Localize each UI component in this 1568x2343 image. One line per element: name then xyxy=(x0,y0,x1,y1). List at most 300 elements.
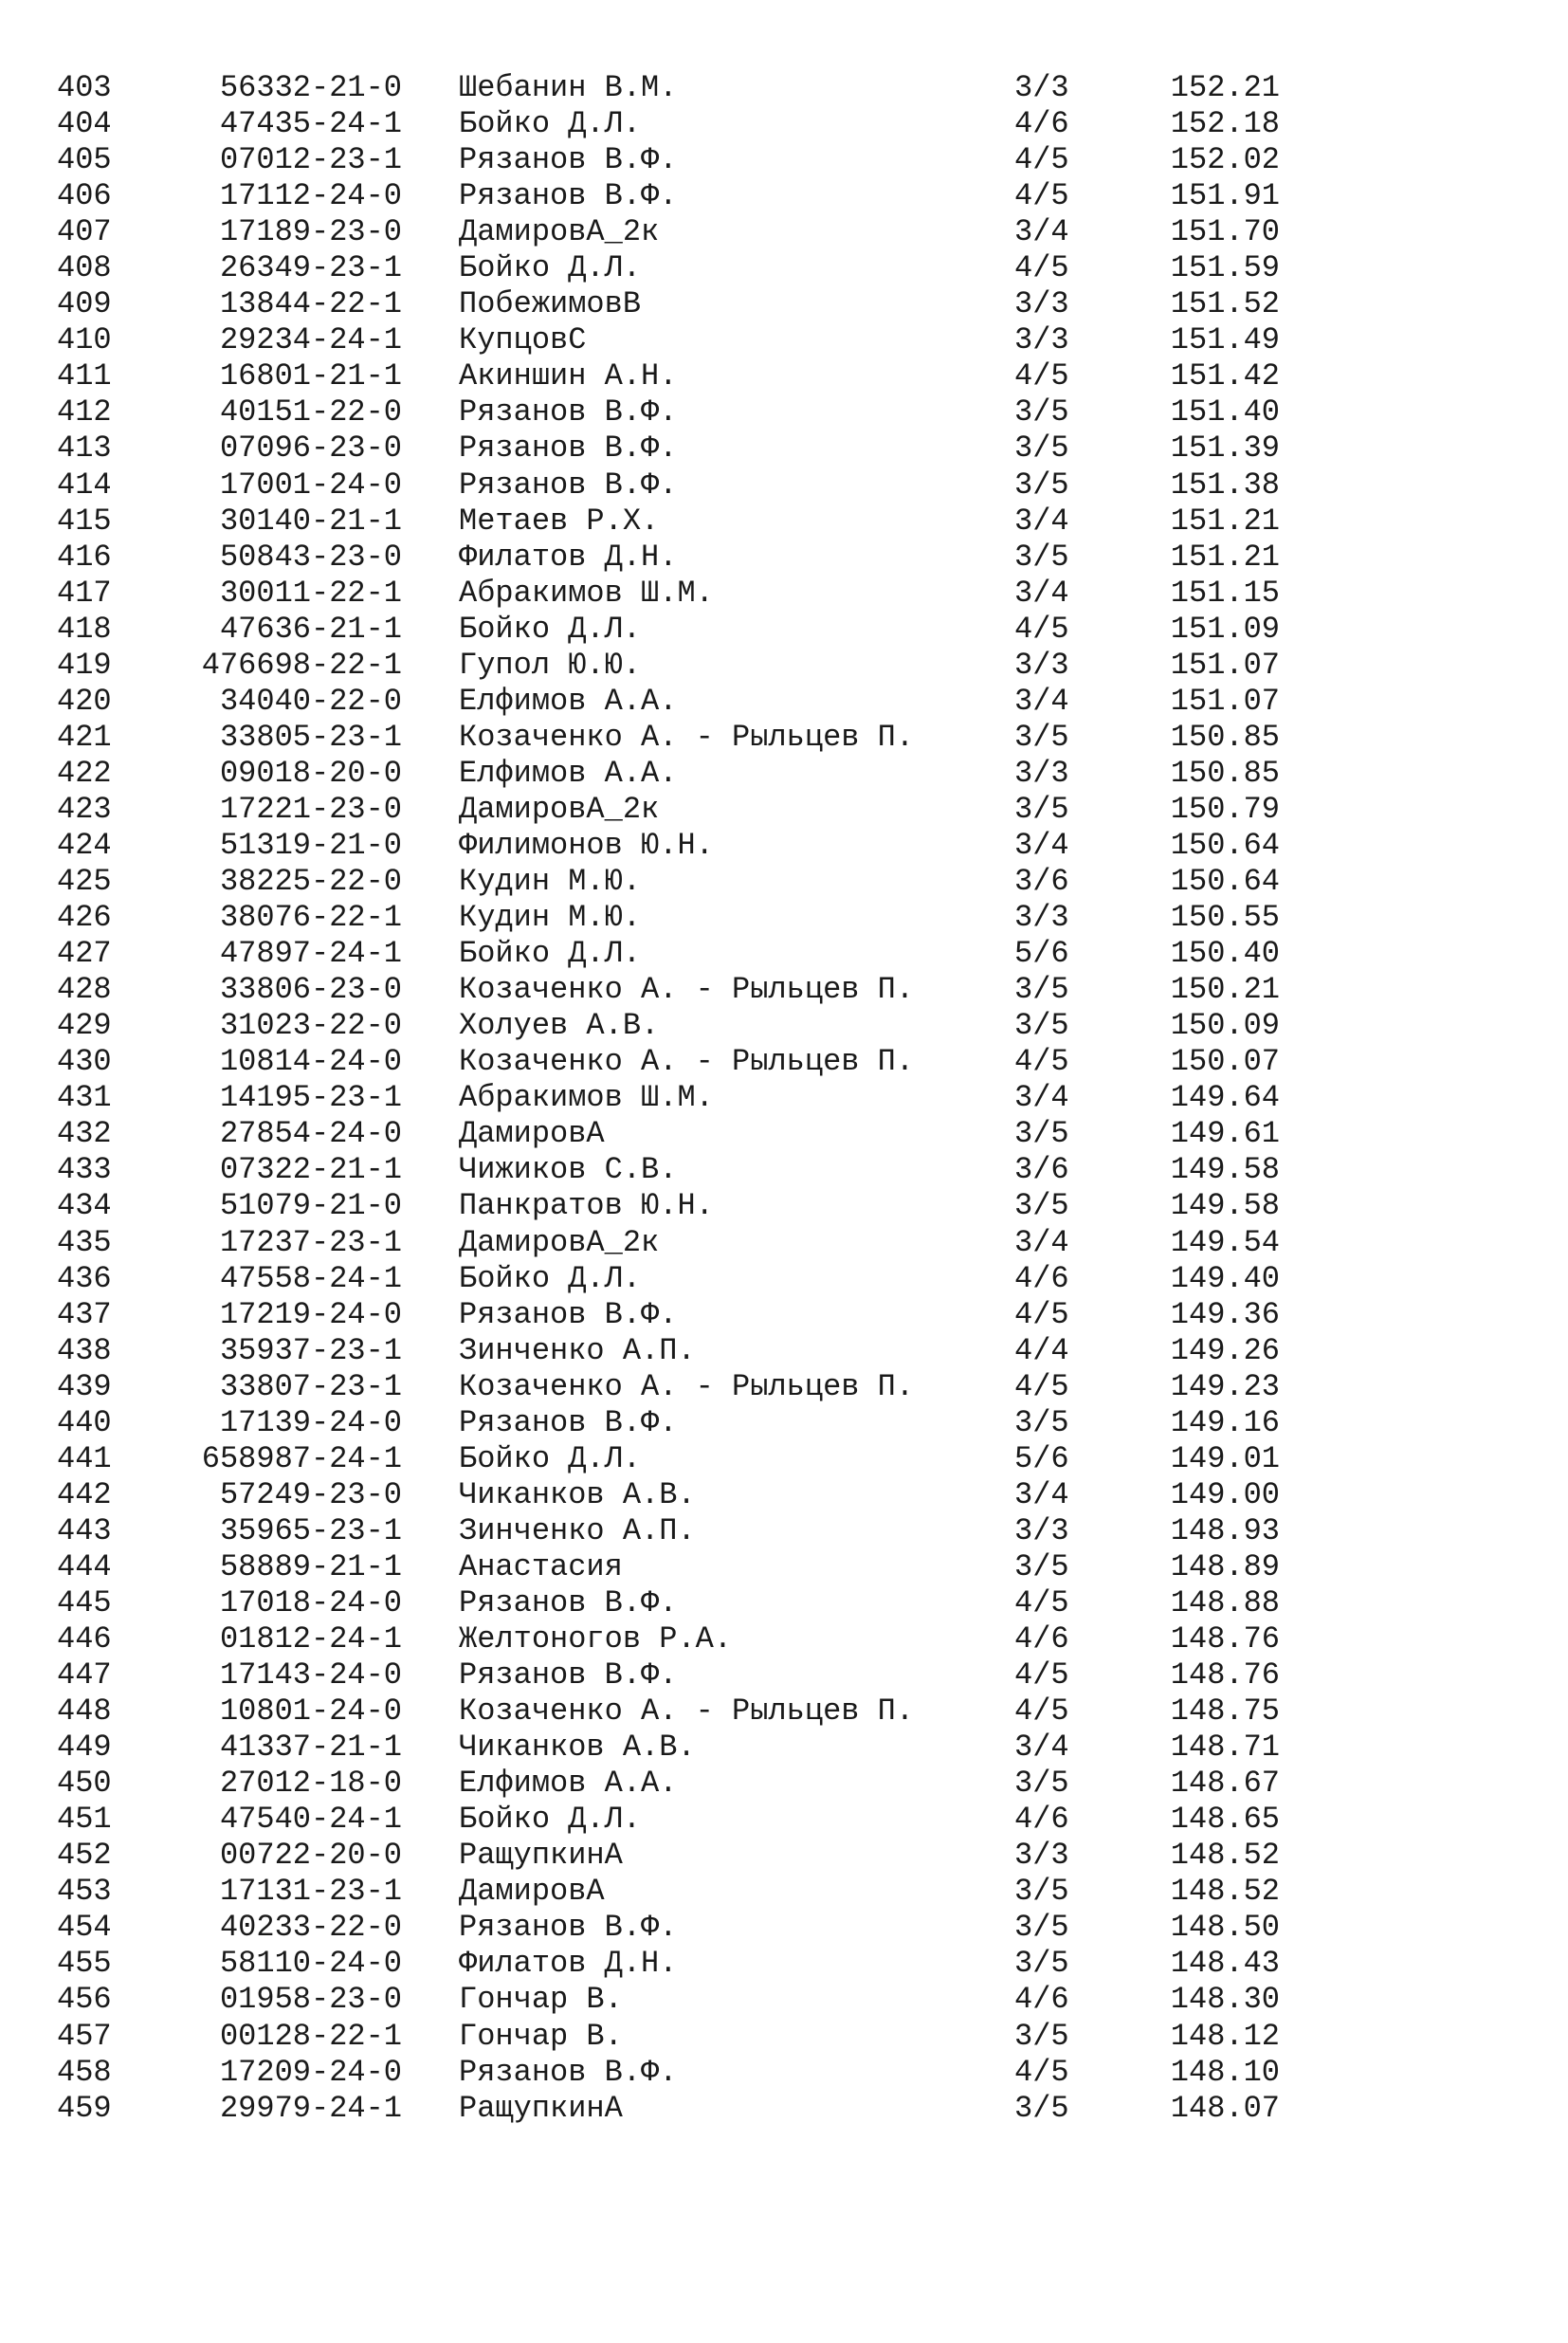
rank-cell: 450 xyxy=(57,1766,112,1802)
id-cell: 31023-22-0 xyxy=(219,1008,402,1044)
id-cell: 47636-21-1 xyxy=(219,611,402,647)
id-cell: 51319-21-0 xyxy=(219,827,402,863)
rank-cell: 424 xyxy=(57,827,112,863)
ratio-cell: 3/5 xyxy=(1014,1910,1069,1946)
id-cell: 17209-24-0 xyxy=(219,2054,402,2090)
ratio-cell: 3/5 xyxy=(1014,972,1069,1008)
score-cell: 151.07 xyxy=(1170,683,1280,719)
table-row xyxy=(0,1188,1568,1224)
score-cell: 150.85 xyxy=(1170,755,1280,791)
name-cell: Елфимов А.А. xyxy=(459,755,678,791)
score-cell: 149.54 xyxy=(1170,1224,1280,1260)
ratio-cell: 4/5 xyxy=(1014,1296,1069,1332)
table-row xyxy=(0,70,1568,106)
ratio-cell: 3/5 xyxy=(1014,2018,1069,2054)
ratio-cell: 4/5 xyxy=(1014,250,1069,286)
table-row xyxy=(0,1152,1568,1188)
id-cell: 50843-23-0 xyxy=(219,539,402,575)
ratio-cell: 3/3 xyxy=(1014,286,1069,322)
name-cell: Акиншин А.Н. xyxy=(459,358,678,394)
id-cell: 35937-23-1 xyxy=(219,1332,402,1368)
table-row xyxy=(0,106,1568,142)
score-cell: 151.39 xyxy=(1170,430,1280,467)
table-row xyxy=(0,2019,1568,2055)
id-cell: 17237-23-1 xyxy=(219,1224,402,1260)
rank-cell: 432 xyxy=(57,1116,112,1152)
rank-cell: 429 xyxy=(57,1008,112,1044)
table-row xyxy=(0,648,1568,684)
score-cell: 151.21 xyxy=(1170,503,1280,539)
score-cell: 151.40 xyxy=(1170,394,1280,430)
score-cell: 150.79 xyxy=(1170,791,1280,827)
name-cell: Гончар В. xyxy=(459,1982,623,2018)
score-cell: 151.15 xyxy=(1170,575,1280,611)
table-row xyxy=(0,936,1568,972)
rank-cell: 416 xyxy=(57,539,112,575)
id-cell: 13844-22-1 xyxy=(219,286,402,322)
name-cell: Козаченко А. - Рыльцев П. xyxy=(459,1368,915,1404)
rank-cell: 436 xyxy=(57,1260,112,1296)
ratio-cell: 3/3 xyxy=(1014,70,1069,105)
table-row xyxy=(0,1225,1568,1261)
id-cell: 01812-24-1 xyxy=(219,1621,402,1657)
table-row xyxy=(0,1910,1568,1946)
score-cell: 149.01 xyxy=(1170,1440,1280,1476)
score-cell: 148.30 xyxy=(1170,1982,1280,2018)
ratio-cell: 5/6 xyxy=(1014,1440,1069,1476)
rank-cell: 404 xyxy=(57,106,112,142)
score-cell: 149.36 xyxy=(1170,1296,1280,1332)
ratio-cell: 4/5 xyxy=(1014,178,1069,214)
table-row xyxy=(0,1549,1568,1585)
score-cell: 148.71 xyxy=(1170,1730,1280,1766)
rank-cell: 438 xyxy=(57,1332,112,1368)
ratio-cell: 3/5 xyxy=(1014,791,1069,827)
id-cell: 34040-22-0 xyxy=(219,683,402,719)
ratio-cell: 3/5 xyxy=(1014,1946,1069,1982)
score-cell: 149.58 xyxy=(1170,1188,1280,1224)
ratio-cell: 3/5 xyxy=(1014,467,1069,503)
name-cell: Елфимов А.А. xyxy=(459,683,678,719)
name-cell: Рязанов В.Ф. xyxy=(459,467,678,503)
ratio-cell: 4/5 xyxy=(1014,1368,1069,1404)
id-cell: 17189-23-0 xyxy=(219,214,402,250)
name-cell: Метаев Р.Х. xyxy=(459,503,660,539)
rank-cell: 431 xyxy=(57,1080,112,1116)
table-row xyxy=(0,1008,1568,1044)
score-cell: 151.91 xyxy=(1170,178,1280,214)
name-cell: Рязанов В.Ф. xyxy=(459,142,678,178)
name-cell: ДамировА xyxy=(459,1874,605,1910)
name-cell: КупцовС xyxy=(459,322,587,358)
rank-cell: 440 xyxy=(57,1404,112,1440)
ratio-cell: 4/6 xyxy=(1014,1621,1069,1657)
table-row xyxy=(0,576,1568,612)
rank-cell: 447 xyxy=(57,1657,112,1693)
score-cell: 149.40 xyxy=(1170,1260,1280,1296)
name-cell: ДамировА_2к xyxy=(459,791,660,827)
score-cell: 152.02 xyxy=(1170,142,1280,178)
ratio-cell: 3/6 xyxy=(1014,864,1069,900)
rank-cell: 458 xyxy=(57,2054,112,2090)
score-cell: 150.64 xyxy=(1170,864,1280,900)
rank-cell: 410 xyxy=(57,322,112,358)
ratio-cell: 3/3 xyxy=(1014,322,1069,358)
rank-cell: 443 xyxy=(57,1512,112,1548)
id-cell: 38076-22-1 xyxy=(219,900,402,936)
id-cell: 14195-23-1 xyxy=(219,1080,402,1116)
name-cell: Зинченко А.П. xyxy=(459,1512,696,1548)
rank-cell: 413 xyxy=(57,430,112,467)
score-cell: 148.75 xyxy=(1170,1693,1280,1730)
score-cell: 148.10 xyxy=(1170,2054,1280,2090)
table-row xyxy=(0,720,1568,756)
score-cell: 148.43 xyxy=(1170,1946,1280,1982)
rank-cell: 427 xyxy=(57,936,112,972)
score-cell: 148.52 xyxy=(1170,1874,1280,1910)
name-cell: Козаченко А. - Рыльцев П. xyxy=(459,972,915,1008)
rank-cell: 434 xyxy=(57,1188,112,1224)
score-cell: 149.00 xyxy=(1170,1476,1280,1512)
ratio-cell: 3/4 xyxy=(1014,214,1069,250)
score-cell: 151.07 xyxy=(1170,647,1280,683)
name-cell: Зинченко А.П. xyxy=(459,1332,696,1368)
name-cell: Панкратов Ю.Н. xyxy=(459,1188,714,1224)
id-cell: 30011-22-1 xyxy=(219,575,402,611)
name-cell: Чиканков А.В. xyxy=(459,1730,696,1766)
ratio-cell: 3/4 xyxy=(1014,503,1069,539)
id-cell: 40233-22-0 xyxy=(219,1910,402,1946)
id-cell: 658987-24-1 xyxy=(201,1440,402,1476)
ratio-cell: 4/6 xyxy=(1014,1802,1069,1838)
rank-cell: 408 xyxy=(57,250,112,286)
table-row xyxy=(0,1802,1568,1838)
id-cell: 09018-20-0 xyxy=(219,755,402,791)
rank-cell: 435 xyxy=(57,1224,112,1260)
score-cell: 151.52 xyxy=(1170,286,1280,322)
id-cell: 35965-23-1 xyxy=(219,1512,402,1548)
rank-cell: 409 xyxy=(57,286,112,322)
score-cell: 152.18 xyxy=(1170,106,1280,142)
rank-cell: 437 xyxy=(57,1296,112,1332)
table-row xyxy=(0,1946,1568,1982)
name-cell: Анастасия xyxy=(459,1548,623,1584)
rank-cell: 423 xyxy=(57,791,112,827)
table-row xyxy=(0,684,1568,720)
name-cell: Рязанов В.Ф. xyxy=(459,178,678,214)
id-cell: 17139-24-0 xyxy=(219,1404,402,1440)
id-cell: 27854-24-0 xyxy=(219,1116,402,1152)
table-row xyxy=(0,1477,1568,1513)
table-row xyxy=(0,1766,1568,1802)
id-cell: 58889-21-1 xyxy=(219,1548,402,1584)
ratio-cell: 3/5 xyxy=(1014,1404,1069,1440)
id-cell: 10814-24-0 xyxy=(219,1044,402,1080)
rank-cell: 414 xyxy=(57,467,112,503)
id-cell: 17001-24-0 xyxy=(219,467,402,503)
rank-cell: 407 xyxy=(57,214,112,250)
id-cell: 17018-24-0 xyxy=(219,1584,402,1620)
name-cell: Бойко Д.Л. xyxy=(459,250,642,286)
id-cell: 17143-24-0 xyxy=(219,1657,402,1693)
name-cell: Абракимов Ш.М. xyxy=(459,1080,714,1116)
ratio-cell: 3/3 xyxy=(1014,755,1069,791)
id-cell: 29979-24-1 xyxy=(219,2090,402,2126)
id-cell: 07012-23-1 xyxy=(219,142,402,178)
score-cell: 150.09 xyxy=(1170,1008,1280,1044)
table-row xyxy=(0,1874,1568,1910)
ratio-cell: 4/6 xyxy=(1014,1260,1069,1296)
score-cell: 151.09 xyxy=(1170,611,1280,647)
id-cell: 07096-23-0 xyxy=(219,430,402,467)
id-cell: 57249-23-0 xyxy=(219,1476,402,1512)
table-row xyxy=(0,503,1568,540)
rank-cell: 445 xyxy=(57,1584,112,1620)
rank-cell: 456 xyxy=(57,1982,112,2018)
name-cell: Рязанов В.Ф. xyxy=(459,394,678,430)
table-row xyxy=(0,1297,1568,1333)
table-row xyxy=(0,1044,1568,1080)
rank-cell: 426 xyxy=(57,900,112,936)
name-cell: Чижиков С.В. xyxy=(459,1152,678,1188)
name-cell: Рязанов В.Ф. xyxy=(459,430,678,467)
rank-cell: 420 xyxy=(57,683,112,719)
score-cell: 150.64 xyxy=(1170,827,1280,863)
score-cell: 149.61 xyxy=(1170,1116,1280,1152)
table-row xyxy=(0,142,1568,178)
score-cell: 150.55 xyxy=(1170,900,1280,936)
id-cell: 38225-22-0 xyxy=(219,864,402,900)
id-cell: 17131-23-1 xyxy=(219,1874,402,1910)
table-row xyxy=(0,864,1568,900)
id-cell: 33806-23-0 xyxy=(219,972,402,1008)
table-row xyxy=(0,1621,1568,1657)
ratio-cell: 3/5 xyxy=(1014,1116,1069,1152)
name-cell: Рязанов В.Ф. xyxy=(459,1404,678,1440)
table-row xyxy=(0,1513,1568,1549)
ratio-cell: 4/5 xyxy=(1014,2054,1069,2090)
ratio-cell: 3/5 xyxy=(1014,394,1069,430)
table-row xyxy=(0,1369,1568,1405)
score-cell: 148.76 xyxy=(1170,1621,1280,1657)
ratio-cell: 3/4 xyxy=(1014,1080,1069,1116)
ratio-cell: 3/4 xyxy=(1014,1730,1069,1766)
ratio-cell: 4/5 xyxy=(1014,1693,1069,1730)
id-cell: 30140-21-1 xyxy=(219,503,402,539)
table-row xyxy=(0,1693,1568,1730)
id-cell: 47435-24-1 xyxy=(219,106,402,142)
rank-cell: 428 xyxy=(57,972,112,1008)
score-cell: 149.58 xyxy=(1170,1152,1280,1188)
rank-cell: 442 xyxy=(57,1476,112,1512)
rank-cell: 421 xyxy=(57,719,112,755)
ratio-cell: 4/5 xyxy=(1014,611,1069,647)
id-cell: 26349-23-1 xyxy=(219,250,402,286)
name-cell: Козаченко А. - Рыльцев П. xyxy=(459,1693,915,1730)
name-cell: Рязанов В.Ф. xyxy=(459,1296,678,1332)
score-cell: 148.67 xyxy=(1170,1766,1280,1802)
table-row xyxy=(0,214,1568,250)
score-cell: 149.16 xyxy=(1170,1404,1280,1440)
table-row xyxy=(0,1116,1568,1152)
id-cell: 476698-22-1 xyxy=(201,647,402,683)
name-cell: Кудин М.Ю. xyxy=(459,864,642,900)
table-row xyxy=(0,1585,1568,1621)
score-cell: 151.21 xyxy=(1170,539,1280,575)
score-cell: 150.07 xyxy=(1170,1044,1280,1080)
table-row xyxy=(0,900,1568,936)
table-row xyxy=(0,540,1568,576)
rank-cell: 441 xyxy=(57,1440,112,1476)
score-cell: 148.89 xyxy=(1170,1548,1280,1584)
ratio-cell: 4/5 xyxy=(1014,1584,1069,1620)
ratio-cell: 3/5 xyxy=(1014,719,1069,755)
rank-cell: 439 xyxy=(57,1368,112,1404)
name-cell: Рязанов В.Ф. xyxy=(459,1657,678,1693)
id-cell: 33805-23-1 xyxy=(219,719,402,755)
name-cell: Кудин М.Ю. xyxy=(459,900,642,936)
rank-cell: 411 xyxy=(57,358,112,394)
rank-cell: 459 xyxy=(57,2090,112,2126)
rank-cell: 448 xyxy=(57,1693,112,1730)
id-cell: 47558-24-1 xyxy=(219,1260,402,1296)
name-cell: Бойко Д.Л. xyxy=(459,1260,642,1296)
score-cell: 150.85 xyxy=(1170,719,1280,755)
name-cell: Рязанов В.Ф. xyxy=(459,1584,678,1620)
id-cell: 47540-24-1 xyxy=(219,1802,402,1838)
score-cell: 150.21 xyxy=(1170,972,1280,1008)
table-row xyxy=(0,756,1568,792)
ratio-cell: 3/3 xyxy=(1014,647,1069,683)
table-row xyxy=(0,828,1568,864)
id-cell: 16801-21-1 xyxy=(219,358,402,394)
table-row xyxy=(0,250,1568,286)
score-cell: 150.40 xyxy=(1170,936,1280,972)
ratio-cell: 3/5 xyxy=(1014,1766,1069,1802)
id-cell: 56332-21-0 xyxy=(219,70,402,105)
score-cell: 151.70 xyxy=(1170,214,1280,250)
id-cell: 33807-23-1 xyxy=(219,1368,402,1404)
name-cell: Козаченко А. - Рыльцев П. xyxy=(459,719,915,755)
ratio-cell: 4/5 xyxy=(1014,1657,1069,1693)
ratio-cell: 3/5 xyxy=(1014,1548,1069,1584)
name-cell: Гупол Ю.Ю. xyxy=(459,647,642,683)
ratio-cell: 3/4 xyxy=(1014,683,1069,719)
name-cell: Бойко Д.Л. xyxy=(459,1802,642,1838)
ratio-cell: 3/5 xyxy=(1014,2090,1069,2126)
score-cell: 148.50 xyxy=(1170,1910,1280,1946)
id-cell: 01958-23-0 xyxy=(219,1982,402,2018)
table-row xyxy=(0,430,1568,467)
ranking-list xyxy=(0,70,1568,2127)
table-row xyxy=(0,1730,1568,1766)
id-cell: 51079-21-0 xyxy=(219,1188,402,1224)
rank-cell: 457 xyxy=(57,2018,112,2054)
ratio-cell: 4/6 xyxy=(1014,106,1069,142)
ratio-cell: 3/4 xyxy=(1014,1224,1069,1260)
table-row xyxy=(0,467,1568,503)
id-cell: 58110-24-0 xyxy=(219,1946,402,1982)
table-row xyxy=(0,2091,1568,2127)
name-cell: Чиканков А.В. xyxy=(459,1476,696,1512)
id-cell: 07322-21-1 xyxy=(219,1152,402,1188)
table-row xyxy=(0,1405,1568,1441)
ratio-cell: 3/5 xyxy=(1014,1008,1069,1044)
ratio-cell: 3/3 xyxy=(1014,1512,1069,1548)
name-cell: Филимонов Ю.Н. xyxy=(459,827,714,863)
rank-cell: 422 xyxy=(57,755,112,791)
name-cell: Гончар В. xyxy=(459,2018,623,2054)
ratio-cell: 5/6 xyxy=(1014,936,1069,972)
score-cell: 148.88 xyxy=(1170,1584,1280,1620)
score-cell: 152.21 xyxy=(1170,70,1280,105)
table-row xyxy=(0,1982,1568,2018)
score-cell: 151.42 xyxy=(1170,358,1280,394)
name-cell: Абракимов Ш.М. xyxy=(459,575,714,611)
score-cell: 149.23 xyxy=(1170,1368,1280,1404)
name-cell: РащупкинА xyxy=(459,2090,623,2126)
table-row xyxy=(0,1333,1568,1369)
rank-cell: 451 xyxy=(57,1802,112,1838)
id-cell: 29234-24-1 xyxy=(219,322,402,358)
table-row xyxy=(0,972,1568,1008)
table-row xyxy=(0,792,1568,828)
ratio-cell: 3/3 xyxy=(1014,1838,1069,1874)
name-cell: Бойко Д.Л. xyxy=(459,1440,642,1476)
table-row xyxy=(0,322,1568,358)
rank-cell: 412 xyxy=(57,394,112,430)
ratio-cell: 3/4 xyxy=(1014,1476,1069,1512)
table-row xyxy=(0,1441,1568,1477)
name-cell: ДамировА_2к xyxy=(459,1224,660,1260)
id-cell: 10801-24-0 xyxy=(219,1693,402,1730)
rank-cell: 418 xyxy=(57,611,112,647)
rank-cell: 452 xyxy=(57,1838,112,1874)
table-row xyxy=(0,178,1568,214)
name-cell: ДамировА xyxy=(459,1116,605,1152)
name-cell: Шебанин В.М. xyxy=(459,70,678,105)
rank-cell: 405 xyxy=(57,142,112,178)
score-cell: 151.49 xyxy=(1170,322,1280,358)
ratio-cell: 3/5 xyxy=(1014,430,1069,467)
id-cell: 41337-21-1 xyxy=(219,1730,402,1766)
table-row xyxy=(0,1838,1568,1874)
name-cell: Холуев А.В. xyxy=(459,1008,660,1044)
name-cell: Бойко Д.Л. xyxy=(459,106,642,142)
score-cell: 148.12 xyxy=(1170,2018,1280,2054)
table-row xyxy=(0,394,1568,430)
rank-cell: 417 xyxy=(57,575,112,611)
ratio-cell: 3/3 xyxy=(1014,900,1069,936)
name-cell: РащупкинА xyxy=(459,1838,623,1874)
table-row xyxy=(0,1080,1568,1116)
ratio-cell: 3/4 xyxy=(1014,575,1069,611)
ratio-cell: 3/5 xyxy=(1014,539,1069,575)
id-cell: 47897-24-1 xyxy=(219,936,402,972)
ratio-cell: 4/5 xyxy=(1014,1044,1069,1080)
ratio-cell: 4/4 xyxy=(1014,1332,1069,1368)
score-cell: 148.76 xyxy=(1170,1657,1280,1693)
rank-cell: 415 xyxy=(57,503,112,539)
score-cell: 151.59 xyxy=(1170,250,1280,286)
id-cell: 17221-23-0 xyxy=(219,791,402,827)
rank-cell: 454 xyxy=(57,1910,112,1946)
name-cell: Филатов Д.Н. xyxy=(459,1946,678,1982)
ratio-cell: 4/5 xyxy=(1014,142,1069,178)
score-cell: 149.26 xyxy=(1170,1332,1280,1368)
score-cell: 151.38 xyxy=(1170,467,1280,503)
rank-cell: 444 xyxy=(57,1548,112,1584)
